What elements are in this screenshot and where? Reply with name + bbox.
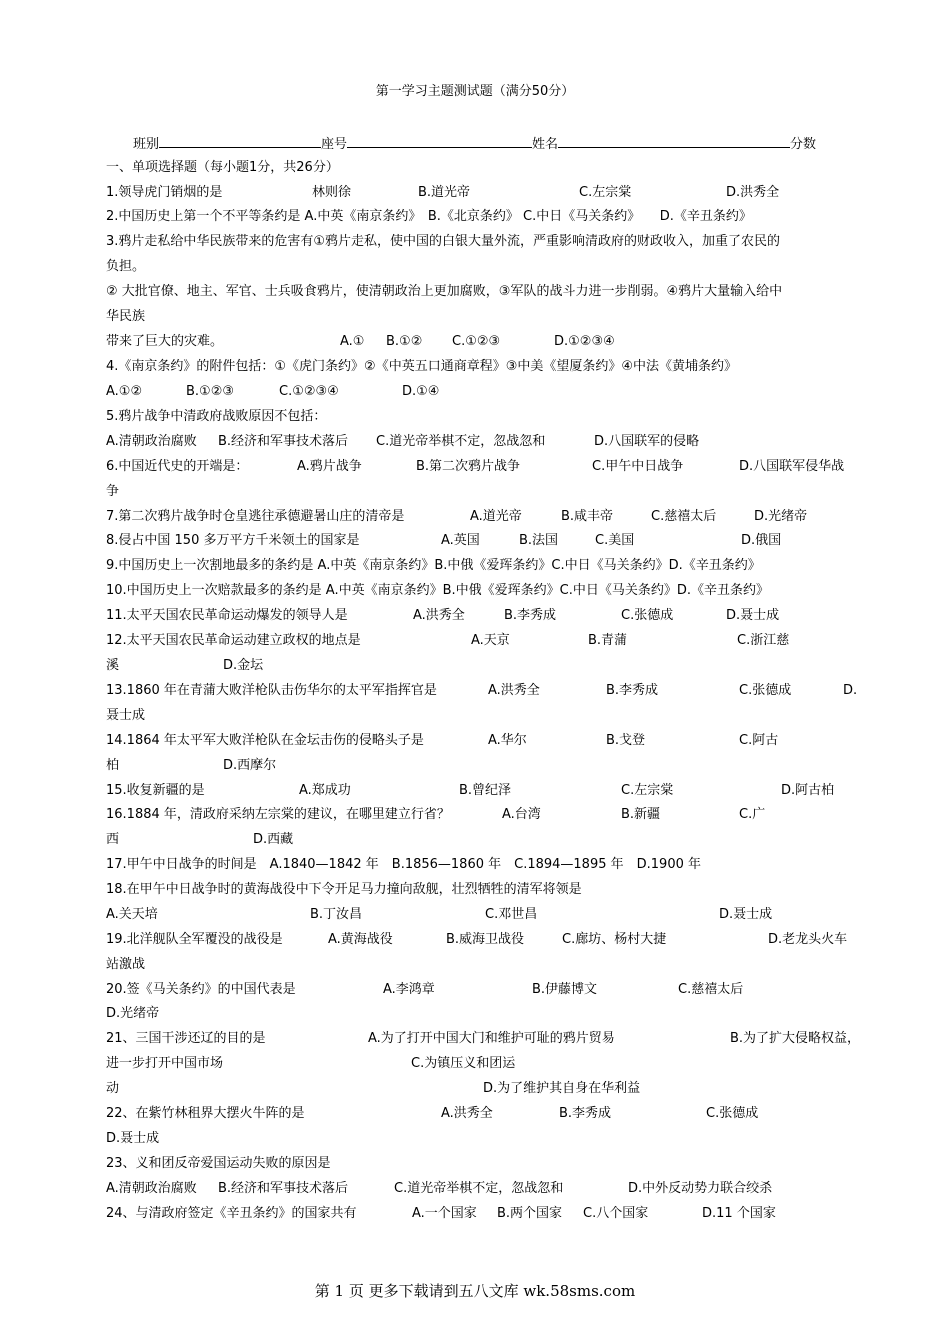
class-blank[interactable]: [159, 135, 321, 148]
q23-option-a: A.清朝政治腐败: [106, 1181, 197, 1196]
seat-label: 座号: [321, 137, 348, 152]
q18-option-b: B.丁汝昌: [310, 907, 363, 922]
q21-option-a: A.为了打开中国大门和维护可耻的鸦片贸易: [368, 1031, 615, 1046]
q8-stem: 8.侵占中国 150 多万平方千米领土的国家是: [106, 533, 360, 548]
q24-stem: 24、与清政府签定《辛丑条约》的国家共有: [106, 1206, 357, 1221]
q15-option-c: C.左宗棠: [621, 783, 674, 798]
q13-option-a: A.洪秀全: [488, 683, 540, 698]
q5-option-b: B.经济和军事技术落后: [218, 434, 349, 449]
q23-stem: 23、义和团反帝爱国运动失败的原因是: [106, 1156, 331, 1171]
q14-option-d: D.西摩尔: [223, 758, 277, 773]
q4-option-c: C.①②③④: [279, 384, 339, 399]
q23-option-d: D.中外反动势力联合绞杀: [628, 1181, 773, 1196]
q15-option-a: A.郑成功: [299, 783, 351, 798]
q3-option-d: D.①②③④: [554, 334, 615, 349]
q3-line-4: 华民族: [106, 309, 146, 324]
q12-stem: 12.太平天国农民革命运动建立政权的地点是: [106, 633, 361, 648]
q13-option-d: D.: [843, 683, 858, 698]
header-fields: [133, 135, 816, 153]
section-heading: 一、单项选择题（每小题1分，共26分）: [106, 160, 339, 175]
q18-option-a: A.关天培: [106, 907, 158, 922]
q1-option-b: B.道光帝: [418, 185, 471, 200]
q24-option-a: A.一个国家: [412, 1206, 477, 1221]
q1-option-d: D.洪秀全: [726, 185, 780, 200]
q1-option-c: C.左宗棠: [579, 185, 632, 200]
q3-option-a: A.①: [340, 334, 365, 349]
score-label: 分数: [790, 137, 817, 152]
q14-option-c: C.阿古: [739, 733, 779, 748]
q15-option-b: B.曾纪泽: [459, 783, 512, 798]
q21-option-c: C.为镇压义和团运: [411, 1056, 516, 1071]
q20-option-c: C.慈禧太后: [678, 982, 744, 997]
q7-option-c: C.慈禧太后: [651, 509, 717, 524]
q7-option-b: B.咸丰帝: [561, 509, 614, 524]
q24-option-b: B.两个国家: [497, 1206, 563, 1221]
q5-stem: 5.鸦片战争中清政府战败原因不包括：: [106, 409, 327, 424]
q12-option-c-cont: 溪: [106, 658, 120, 673]
q13-option-c: C.张德成: [739, 683, 792, 698]
q21-option-c-cont: 动: [106, 1081, 120, 1096]
q11-option-a: A.洪秀全: [413, 608, 465, 623]
q8-option-a: A.英国: [441, 533, 480, 548]
seat-blank[interactable]: [347, 135, 532, 148]
q14-option-a: A.华尔: [488, 733, 527, 748]
q11-stem: 11.太平天国农民革命运动爆发的领导人是: [106, 608, 348, 623]
q15-option-d: D.阿古柏: [781, 783, 835, 798]
q23-option-c: C.道光帝举棋不定，忽战忽和: [394, 1181, 564, 1196]
q24-option-c: C.八个国家: [583, 1206, 649, 1221]
q7-option-d: D.光绪帝: [754, 509, 808, 524]
q12-option-d: D.金坛: [223, 658, 264, 673]
q22-stem: 22、在紫竹林租界大摆火牛阵的是: [106, 1106, 305, 1121]
q14-stem: 14.1864 年太平军大败洋枪队在金坛击伤的侵略头子是: [106, 733, 424, 748]
q19-option-b: B.威海卫战役: [446, 932, 525, 947]
q9-line: 9.中国历史上一次割地最多的条约是 A.中英《南京条约》B.中俄《爱珲条约》C.中日《马关条约》D.《辛丑条约》: [106, 558, 761, 573]
q2-line: 2.中国历史上第一个不平等条约是 A.中英《南京条约》 B.《北京条约》 C.中日《马关条约》 D.《辛丑条约》: [106, 209, 752, 224]
q20-option-d: D.光绪帝: [106, 1006, 160, 1021]
q5-option-d: D.八国联军的侵略: [594, 434, 700, 449]
q8-option-c: C.美国: [595, 533, 635, 548]
name-blank[interactable]: [558, 135, 790, 148]
q3-line-3: ② 大批官僚、地主、军官、士兵吸食鸦片，使清朝政治上更加腐败，③军队的战斗力进一步削弱。④鸦片大量输入给中: [106, 284, 783, 299]
q4-option-d: D.①④: [402, 384, 440, 399]
q14-option-b: B.戈登: [606, 733, 646, 748]
q6-option-b: B.第二次鸦片战争: [416, 459, 521, 474]
page-footer: 第 1 页 更多下载请到五八文库 wk.58sms.com: [314, 1282, 636, 1300]
q19-option-c: C.廊坊、杨村大捷: [562, 932, 667, 947]
q16-option-c: C.广: [739, 807, 766, 822]
q17-line: 17.甲午中日战争的时间是 A.1840—1842 年 B.1856—1860 年 C.1894—1895 年 D.1900 年: [106, 857, 701, 872]
q12-option-a: A.天京: [471, 633, 510, 648]
q12-option-b: B.青蒲: [588, 633, 628, 648]
q5-option-a: A.清朝政治腐败: [106, 434, 197, 449]
q6-option-d-cont: 争: [106, 484, 120, 499]
q4-option-a: A.①②: [106, 384, 143, 399]
q6-option-a: A.鸦片战争: [297, 459, 362, 474]
q23-option-b: B.经济和军事技术落后: [218, 1181, 349, 1196]
q6-stem: 6.中国近代史的开端是：: [106, 459, 249, 474]
q21-option-d: D.为了维护其自身在华利益: [483, 1081, 641, 1096]
q5-option-c: C.道光帝举棋不定，忽战忽和: [376, 434, 546, 449]
q3-line-1: 3.鸦片走私给中华民族带来的危害有①鸦片走私，使中国的白银大量外流，严重影响清政府的财政收入，加重了农民的: [106, 234, 781, 249]
q4-option-b: B.①②③: [186, 384, 235, 399]
q21-stem: 21、三国干涉还辽的目的是: [106, 1031, 266, 1046]
q10-line: 10.中国历史上一次赔款最多的条约是 A.中英《南京条约》B.中俄《爱珲条约》C.中日《马关条约》D.《辛丑条约》: [106, 583, 770, 598]
q1-stem: 1.领导虎门销烟的是: [106, 185, 223, 200]
q3-option-b: B.①②: [386, 334, 423, 349]
q22-option-d: D.聂士成: [106, 1131, 160, 1146]
q3-line-5: 带来了巨大的灾难。: [106, 334, 224, 349]
q21-option-b-cont: 进一步打开中国市场: [106, 1056, 224, 1071]
q18-option-d: D.聂士成: [719, 907, 773, 922]
name-label: 姓名: [532, 137, 559, 152]
q7-stem: 7.第二次鸦片战争时仓皇逃往承德避暑山庄的清帝是: [106, 509, 405, 524]
q24-option-d: D.11 个国家: [702, 1206, 776, 1221]
q20-option-a: A.李鸿章: [383, 982, 435, 997]
q19-option-d: D.老龙头火车: [768, 932, 848, 947]
q19-stem: 19.北洋舰队全军覆没的战役是: [106, 932, 283, 947]
q3-option-c: C.①②③: [452, 334, 501, 349]
class-label: 班别: [133, 137, 160, 152]
q18-option-c: C.邓世昌: [485, 907, 538, 922]
q19-option-d-cont: 站激战: [106, 957, 146, 972]
page-title: 第一学习主题测试题（满分50分）: [375, 84, 575, 99]
q22-option-b: B.李秀成: [559, 1106, 612, 1121]
q3-line-2: 负担。: [106, 259, 146, 274]
q18-stem: 18.在甲午中日战争时的黄海战役中下令开足马力撞向敌舰，壮烈牺牲的清军将领是: [106, 882, 582, 897]
q21-option-b: B.为了扩大侵略权益，: [730, 1031, 861, 1046]
q13-option-b: B.李秀成: [606, 683, 659, 698]
q7-option-a: A.道光帝: [470, 509, 522, 524]
q16-option-b: B.新疆: [621, 807, 661, 822]
q6-option-c: C.甲午中日战争: [592, 459, 684, 474]
q6-option-d: D.八国联军侵华战: [739, 459, 845, 474]
q4-stem: 4.《南京条约》的附件包括：①《虎门条约》②《中英五口通商章程》③中美《望厦条约》④中法《黄埔条约》: [106, 359, 738, 374]
q16-option-c-cont: 西: [106, 832, 120, 847]
q22-option-c: C.张德成: [706, 1106, 759, 1121]
q8-option-d: D.俄国: [741, 533, 782, 548]
q13-stem: 13.1860 年在青蒲大败洋枪队击伤华尔的太平军指挥官是: [106, 683, 437, 698]
q16-stem: 16.1884 年，清政府采纳左宗棠的建议，在哪里建立行省？: [106, 807, 450, 822]
q20-stem: 20.签《马关条约》的中国代表是: [106, 982, 296, 997]
q11-option-d: D.聂士成: [726, 608, 780, 623]
q20-option-b: B.伊藤博文: [532, 982, 598, 997]
q11-option-c: C.张德成: [621, 608, 674, 623]
q16-option-a: A.台湾: [502, 807, 541, 822]
q12-option-c: C.浙江慈: [737, 633, 790, 648]
q1-option-a: 林则徐: [312, 185, 352, 200]
q11-option-b: B.李秀成: [504, 608, 557, 623]
q16-option-d: D.西藏: [253, 832, 294, 847]
q19-option-a: A.黄海战役: [328, 932, 393, 947]
q13-option-d-cont: 聂士成: [106, 708, 146, 723]
q8-option-b: B.法国: [519, 533, 559, 548]
q22-option-a: A.洪秀全: [441, 1106, 493, 1121]
q14-option-c-cont: 柏: [106, 758, 120, 773]
q15-stem: 15.收复新疆的是: [106, 783, 205, 798]
